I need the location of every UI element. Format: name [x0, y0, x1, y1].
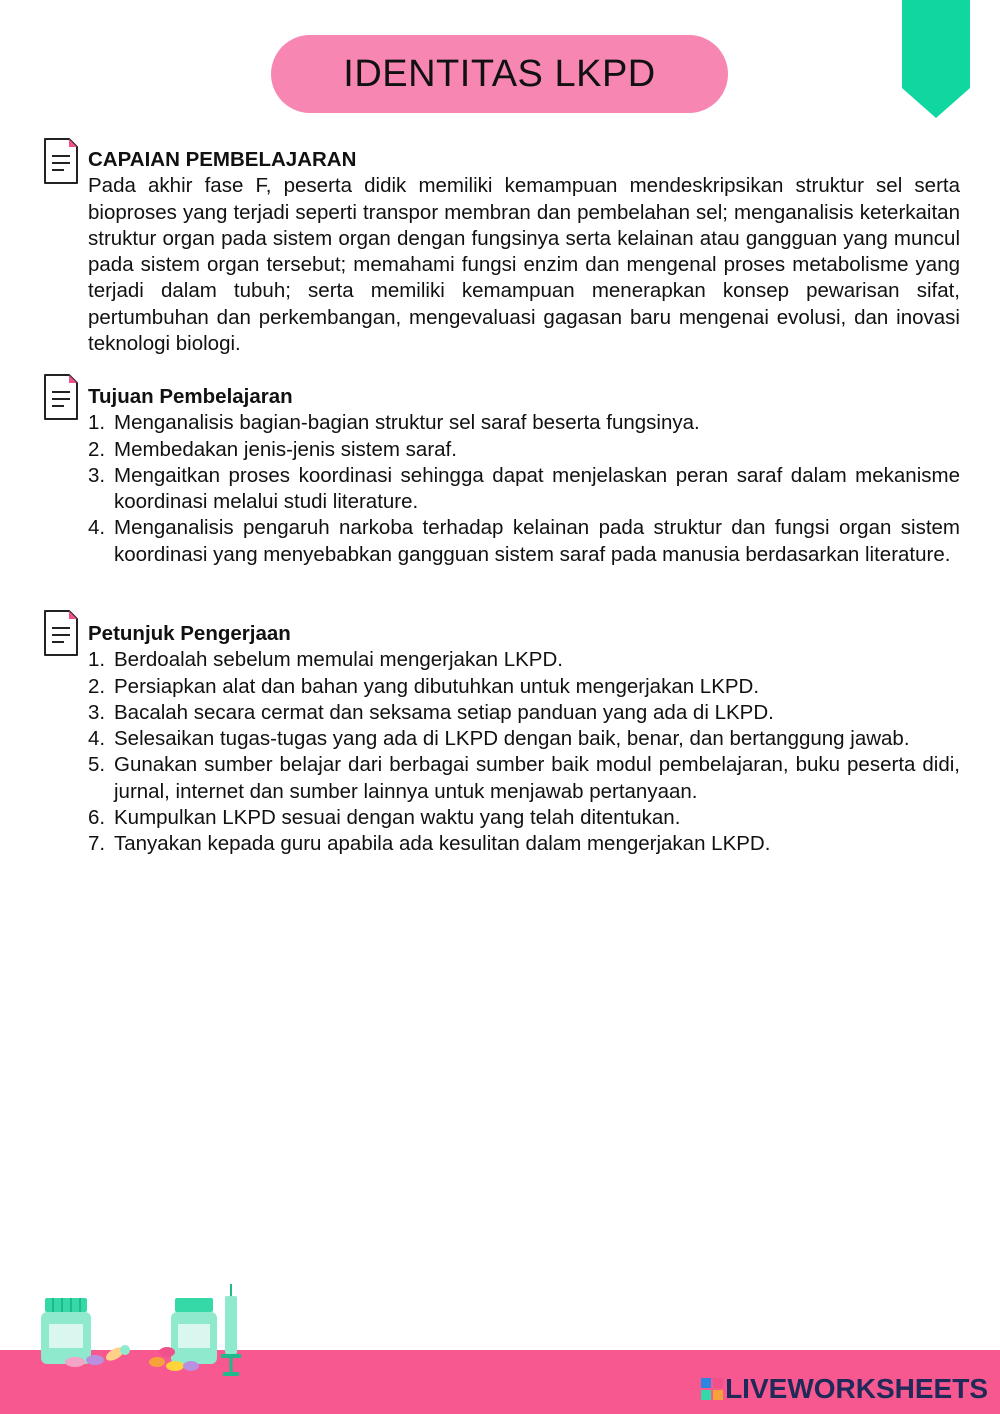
medicine-illustration [35, 1280, 250, 1380]
section-petunjuk [88, 621, 960, 858]
liveworksheets-logo-icon [701, 1378, 723, 1400]
tujuan-list [88, 410, 960, 568]
list-item: 3. Bacalah secara cermat dan seksama setiap panduan yang ada di LKPD. [88, 700, 774, 724]
list-item: 4. Selesaikan tugas-tugas yang ada di LKPD dengan baik, benar, dan bertanggung jawab. [88, 727, 910, 751]
document-icon [42, 372, 80, 422]
list-item: 1. Menganalisis bagian-bagian struktur sel saraf beserta fungsinya. [88, 411, 700, 435]
brand-text: LIVEWORKSHEETS [725, 1373, 988, 1404]
page-title: IDENTITAS LKPD [271, 35, 728, 113]
list-item: 4. Menganalisis pengaruh narkoba terhadap kelainan pada struktur dan fungsi organ sistem koordinasi yang menyebabkan gangguan sistem saraf pada manusia berdasarkan literature. [88, 516, 960, 566]
list-item: 7. Tanyakan kepada guru apabila ada kesulitan dalam mengerjakan LKPD. [88, 832, 771, 856]
medicine-bottle-icon [41, 1298, 91, 1364]
list-item: 3. Mengaitkan proses koordinasi sehingga dapat menjelaskan peran saraf dalam mekanisme koordinasi melalui studi literature. [88, 463, 960, 514]
section-body: Pada akhir fase F, peserta didik memiliki kemampuan mendeskripsikan struktur sel serta bioproses yang terjadi seperti transpor membran dan pembelahan sel; menganalisis keterkaitan struktur organ pada sistem organ dengan fungsinya serta kelainan atau gangguan yang muncul pada sistem organ tersebut; memahami fungsi enzim dan mengenal proses metabolisme yang terjadi dalam tubuh; serta memiliki kemampuan menerapkan konsep pewarisan sifat, pertumbuhan dan perkembangan, mengevaluasi gagasan baru mengenai evolusi, dan inovasi teknologi biologi. [88, 174, 960, 356]
list-item: 2. Persiapkan alat dan bahan yang dibutuhkan untuk mengerjakan LKPD. [88, 674, 760, 698]
petunjuk-list [88, 647, 960, 857]
syringe-icon [221, 1284, 241, 1376]
medicine-bottle-icon [171, 1298, 217, 1364]
document-icon [42, 608, 80, 658]
section-heading: Petunjuk Pengerjaan [88, 622, 291, 645]
liveworksheets-brand [701, 1373, 988, 1405]
document-icon [42, 136, 80, 186]
section-heading: CAPAIAN PEMBELAJARAN [88, 148, 357, 171]
list-item: 6. Kumpulkan LKPD sesuai dengan waktu yang telah ditentukan. [88, 806, 681, 830]
section-heading: Tujuan Pembelajaran [88, 385, 293, 408]
list-item: 2. Membedakan jenis-jenis sistem saraf. [88, 437, 457, 461]
list-item: 5. Gunakan sumber belajar dari berbagai sumber baik modul pembelajaran, buku peserta didi, jurnal, internet dan sumber lainnya untuk menjawab pertanyaan. [88, 753, 960, 803]
list-item: 1. Berdoalah sebelum memulai mengerjakan LKPD. [88, 648, 563, 672]
bookmark-ribbon-icon [902, 0, 970, 118]
section-tujuan [88, 384, 960, 568]
section-capaian [88, 147, 960, 357]
